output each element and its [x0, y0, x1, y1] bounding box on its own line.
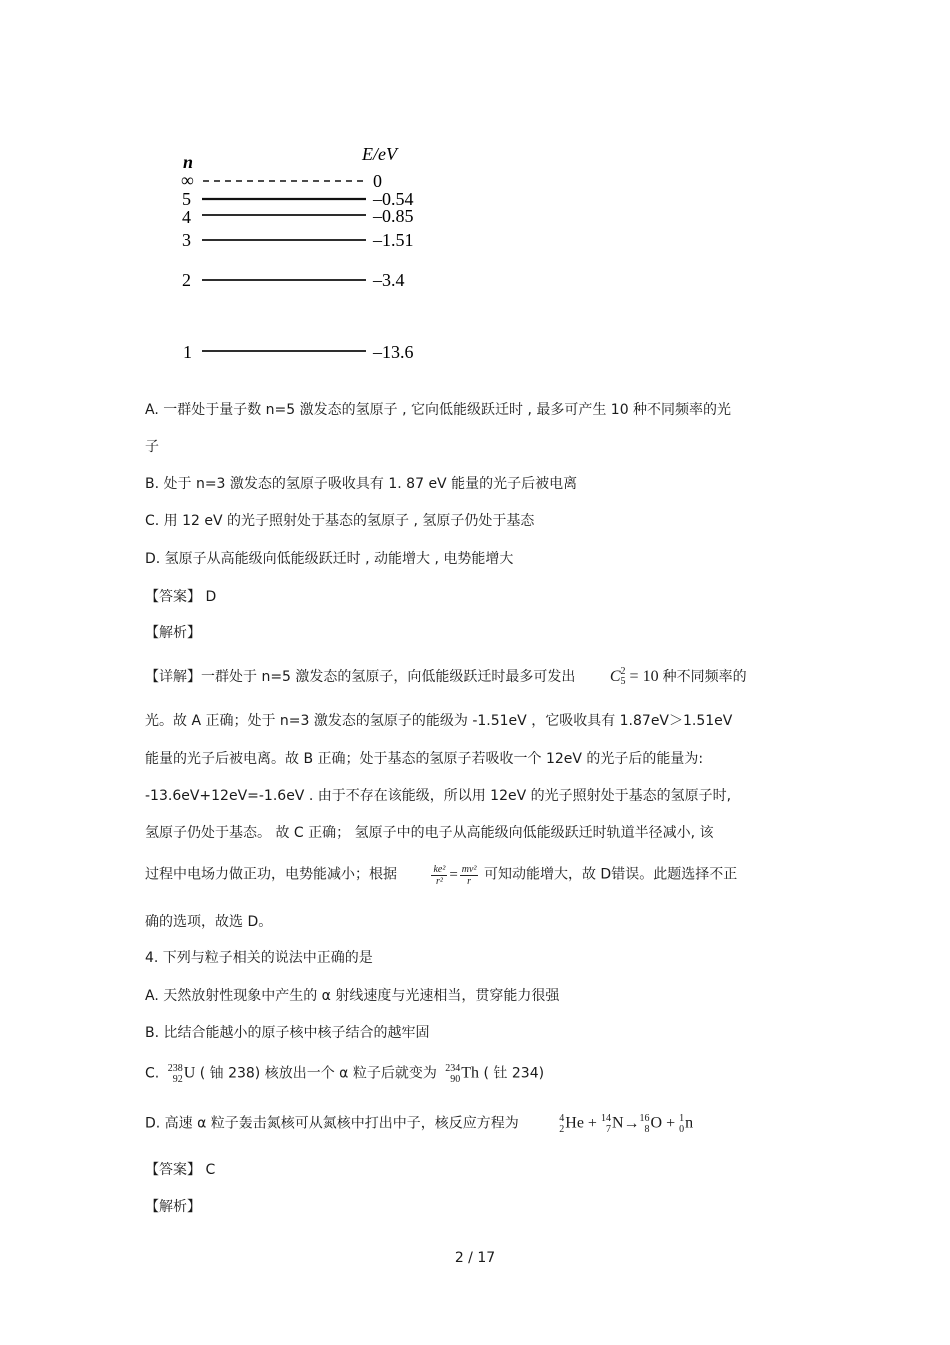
energy-axis-label: E/eV [362, 144, 397, 164]
q4-analysis-label: 【解析】 [145, 1199, 201, 1215]
combination-n: 5 [620, 676, 626, 688]
q4-option-b: B. 比结合能越小的原子核中核子结合的越牢固 [145, 1025, 430, 1041]
q4-option-d [145, 1113, 693, 1135]
q3-detail-text: 【详解】一群处于 n=5 激发态的氢原子，向低能级跃迁时最多可发出 [145, 669, 576, 685]
q3-detail-line7: 确的选项，故选 D。 [145, 914, 273, 930]
q3-analysis-label: 【解析】 [145, 625, 201, 641]
level-n-inf: ∞ [181, 170, 194, 190]
q3-detail-text: 可知动能增大，故 D错误。此题选择不正 [483, 866, 738, 883]
level-e-5: –0.54 [373, 189, 414, 209]
q3-detail-text: 过程中电场力做正功，电势能减小；根据 [145, 866, 397, 883]
level-n-3: 3 [182, 230, 191, 250]
q3-detail-line5: 氢原子仍处于基态。 故 C 正确； 氢原子中的电子从高能级向低能级跃迁时轨道半径减小, 该 [145, 825, 714, 841]
level-e-4: –0.85 [373, 206, 414, 226]
level-e-3: –1.51 [373, 230, 414, 250]
q3-detail-line1 [145, 667, 747, 687]
page-number: 2 / 17 [454, 1250, 496, 1266]
level-n-1: 1 [183, 342, 192, 362]
fraction-numerator: ke² [433, 864, 446, 875]
n-axis-label: n [183, 152, 194, 172]
level-n-2: 2 [182, 270, 191, 290]
combination-value: = 10 [625, 668, 659, 685]
combination-formula [609, 666, 663, 688]
q3-option-a-line2: 子 [145, 439, 159, 455]
q4-answer: 【答案】 C [145, 1162, 216, 1178]
fraction-denominator: r² [435, 876, 443, 887]
q4-option-a: A. 天然放射性现象中产生的 α 射线速度与光速相当，贯穿能力很强 [145, 988, 560, 1004]
q4-option-c-text: ( 钍 234) [483, 1065, 545, 1082]
q3-option-c: C. 用 12 eV 的光子照射处于基态的氢原子 , 氢原子仍处于基态 [145, 513, 535, 529]
q3-detail-line4: -13.6eV+12eV=-1.6eV . 由于不存在该能级，所以用 12eV 的光子照射处于基态的氢原子时, [145, 788, 732, 804]
q4-option-d-text: D. 高速 α 粒子轰击氮核可从氮核中打出中子，核反应方程为 [145, 1115, 519, 1132]
q3-option-b: B. 处于 n=3 激发态的氢原子吸收具有 1. 87 eV 能量的光子后被电离 [145, 476, 578, 492]
uranium-238-nuclide: 238 92 U [167, 1063, 196, 1085]
q4-stem: 4. 下列与粒子相关的说法中正确的是 [145, 950, 373, 966]
q3-option-d: D. 氢原子从高能级向低能级跃迁时 , 动能增大 , 电势能增大 [145, 551, 514, 567]
q4-option-c-label: C. [145, 1065, 160, 1082]
q3-detail-line6 [145, 864, 737, 887]
q3-answer: 【答案】 D [145, 589, 217, 605]
level-e-2: –3.4 [373, 270, 405, 290]
q3-detail-text: 种不同频率的 [662, 669, 747, 685]
fraction-denominator: r [467, 876, 472, 887]
level-e-1: –13.6 [373, 342, 414, 362]
coulomb-centripetal-equation [429, 864, 484, 887]
fraction-numerator: mv² [461, 864, 477, 875]
level-n-5: 5 [182, 189, 191, 209]
level-e-inf: 0 [373, 171, 382, 191]
q3-detail-line3: 能量的光子后被电离。故 B 正确；处于基态的氢原子若吸收一个 12eV 的光子后的能量为: [145, 751, 704, 767]
q3-detail-line2: 光。故 A 正确；处于 n=3 激发态的氢原子的能级为 -1.51eV ，它吸收具有 1.87eV＞1.51eV [145, 713, 733, 729]
combination-symbol: C [609, 668, 621, 685]
equals-sign: = [449, 866, 458, 883]
thorium-234-nuclide: 234 90 Th [445, 1063, 480, 1085]
q4-option-c [145, 1063, 544, 1085]
q3-option-a-line1: A. 一群处于量子数 n=5 激发态的氢原子 , 它向低能级跃迁时 , 最多可产生 10 种不同频率的光 [145, 402, 732, 418]
nuclear-reaction-equation: 4 2 He + 14 7 N→ 16 8 O + 1 0 n [559, 1113, 694, 1135]
combination-k: 2 [620, 666, 626, 678]
level-n-4: 4 [182, 207, 191, 227]
q4-option-c-text: ( 铀 238) 核放出一个 α 粒子后就变为 [199, 1065, 437, 1082]
energy-level-diagram [0, 0, 950, 380]
